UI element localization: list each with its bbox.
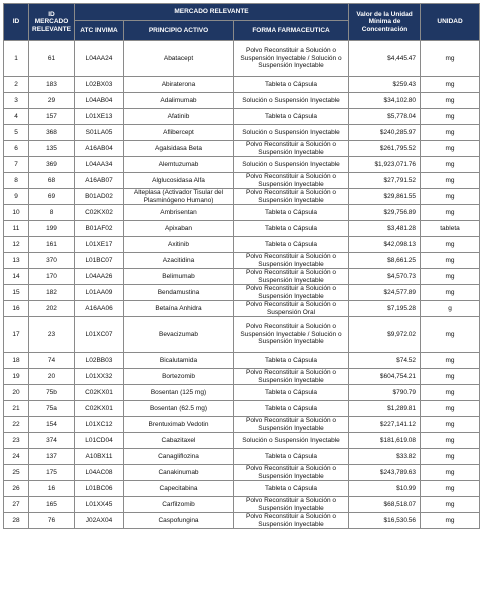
row-id-mercado: 161 (29, 237, 75, 253)
row-principio: Azacitidina (124, 253, 234, 269)
row-id: 18 (4, 353, 29, 369)
row-principio: Afatinib (124, 109, 234, 125)
row-principio: Brentuximab Vedotin (124, 417, 234, 433)
row-id-mercado: 137 (29, 449, 75, 465)
row-forma: Solución o Suspensión Inyectable (234, 125, 349, 141)
row-unidad: mg (421, 237, 480, 253)
row-unidad: mg (421, 173, 480, 189)
row-unidad: mg (421, 41, 480, 77)
row-atc: A16AB04 (75, 141, 124, 157)
row-valor: $261,795.52 (349, 141, 421, 157)
header-atc: ATC INVIMA (75, 21, 124, 41)
row-forma: Polvo Reconstituir a Solución o Suspensión Inyectable (234, 465, 349, 481)
row-forma: Solución o Suspensión Inyectable (234, 433, 349, 449)
table-row (4, 401, 480, 417)
row-valor: $243,789.63 (349, 465, 421, 481)
row-id-mercado: 154 (29, 417, 75, 433)
row-atc: L01XX45 (75, 497, 124, 513)
row-forma: Polvo Reconstituir a Solución o Suspensión Inyectable (234, 141, 349, 157)
table-row (4, 221, 480, 237)
row-id: 5 (4, 125, 29, 141)
row-id-mercado: 8 (29, 205, 75, 221)
table-row (4, 317, 480, 353)
row-unidad: mg (421, 513, 480, 529)
row-unidad: mg (421, 189, 480, 205)
row-valor: $34,102.80 (349, 93, 421, 109)
row-unidad: mg (421, 253, 480, 269)
row-principio: Capecitabina (124, 481, 234, 497)
row-principio: Caspofungina (124, 513, 234, 529)
row-id-mercado: 74 (29, 353, 75, 369)
row-id: 27 (4, 497, 29, 513)
row-id: 23 (4, 433, 29, 449)
row-valor: $42,098.13 (349, 237, 421, 253)
row-principio: Cabazitaxel (124, 433, 234, 449)
row-id: 7 (4, 157, 29, 173)
row-unidad: mg (421, 125, 480, 141)
row-forma: Polvo Reconstituir a Solución o Suspensión Oral (234, 301, 349, 317)
row-id-mercado: 374 (29, 433, 75, 449)
row-valor: $16,530.56 (349, 513, 421, 529)
row-principio: Abiraterona (124, 77, 234, 93)
row-id-mercado: 199 (29, 221, 75, 237)
row-atc: L02BX03 (75, 77, 124, 93)
row-id-mercado: 75b (29, 385, 75, 401)
row-atc: L04AB04 (75, 93, 124, 109)
row-principio: Bosentan (62.5 mg) (124, 401, 234, 417)
row-id: 3 (4, 93, 29, 109)
row-id: 11 (4, 221, 29, 237)
row-id: 8 (4, 173, 29, 189)
row-id: 10 (4, 205, 29, 221)
row-principio: Axitinib (124, 237, 234, 253)
row-unidad: g (421, 301, 480, 317)
row-forma: Tableta o Cápsula (234, 221, 349, 237)
row-atc: L04AA34 (75, 157, 124, 173)
row-valor: $1,289.81 (349, 401, 421, 417)
row-forma: Polvo Reconstituir a Solución o Suspensión Inyectable (234, 253, 349, 269)
row-forma: Polvo Reconstituir a Solución o Suspensión Inyectable / Solución o Suspensión Inyectable (234, 41, 349, 77)
row-unidad: mg (421, 109, 480, 125)
table-row (4, 301, 480, 317)
row-forma: Polvo Reconstituir a Solución o Suspensión Inyectable (234, 189, 349, 205)
row-atc: A16AB07 (75, 173, 124, 189)
table-row (4, 189, 480, 205)
row-id: 9 (4, 189, 29, 205)
row-atc: A16AA06 (75, 301, 124, 317)
row-unidad: mg (421, 417, 480, 433)
row-valor: $33.82 (349, 449, 421, 465)
table-row (4, 157, 480, 173)
row-principio: Ambrisentan (124, 205, 234, 221)
row-unidad: mg (421, 433, 480, 449)
row-valor: $5,778.04 (349, 109, 421, 125)
row-atc: C02KX01 (75, 385, 124, 401)
row-forma: Polvo Reconstituir a Solución o Suspensión Inyectable (234, 513, 349, 529)
row-id-mercado: 368 (29, 125, 75, 141)
row-valor: $790.79 (349, 385, 421, 401)
row-forma: Tableta o Cápsula (234, 353, 349, 369)
row-valor: $10.99 (349, 481, 421, 497)
header-id-mercado: ID MERCADO RELEVANTE (29, 4, 75, 41)
row-id: 4 (4, 109, 29, 125)
table-row (4, 481, 480, 497)
header-id: ID (4, 4, 29, 41)
table-row (4, 369, 480, 385)
table-row (4, 141, 480, 157)
row-id-mercado: 16 (29, 481, 75, 497)
table-row (4, 353, 480, 369)
row-unidad: mg (421, 481, 480, 497)
row-id: 12 (4, 237, 29, 253)
row-id: 16 (4, 301, 29, 317)
table-row (4, 269, 480, 285)
row-id: 26 (4, 481, 29, 497)
row-valor: $24,577.89 (349, 285, 421, 301)
row-id-mercado: 69 (29, 189, 75, 205)
row-forma: Tableta o Cápsula (234, 385, 349, 401)
row-valor: $227,141.12 (349, 417, 421, 433)
row-valor: $27,791.52 (349, 173, 421, 189)
row-unidad: mg (421, 285, 480, 301)
row-unidad: mg (421, 449, 480, 465)
row-id-mercado: 370 (29, 253, 75, 269)
row-valor: $240,285.97 (349, 125, 421, 141)
row-unidad: mg (421, 269, 480, 285)
row-id-mercado: 175 (29, 465, 75, 481)
row-unidad: mg (421, 77, 480, 93)
row-atc: C02KX02 (75, 205, 124, 221)
row-valor: $604,754.21 (349, 369, 421, 385)
header-unidad: UNIDAD (421, 4, 480, 41)
table-row (4, 417, 480, 433)
row-valor: $259.43 (349, 77, 421, 93)
row-id: 25 (4, 465, 29, 481)
row-principio: Bosentan (125 mg) (124, 385, 234, 401)
row-atc: L04AA26 (75, 269, 124, 285)
row-principio: Carfilzomib (124, 497, 234, 513)
row-principio: Betaína Anhidra (124, 301, 234, 317)
row-forma: Polvo Reconstituir a Solución o Suspensión Inyectable (234, 369, 349, 385)
row-atc: J02AX04 (75, 513, 124, 529)
row-principio: Belimumab (124, 269, 234, 285)
table-row (4, 109, 480, 125)
row-forma: Tableta o Cápsula (234, 401, 349, 417)
row-principio: Canakinumab (124, 465, 234, 481)
row-principio: Bendamustina (124, 285, 234, 301)
row-id: 20 (4, 385, 29, 401)
table-row (4, 77, 480, 93)
row-forma: Polvo Reconstituir a Solución o Suspensión Inyectable (234, 269, 349, 285)
row-unidad: mg (421, 385, 480, 401)
table-row (4, 513, 480, 529)
table-row (4, 125, 480, 141)
row-forma: Solución o Suspensión Inyectable (234, 93, 349, 109)
row-forma: Tableta o Cápsula (234, 237, 349, 253)
row-id: 24 (4, 449, 29, 465)
price-table (3, 3, 480, 529)
row-id: 22 (4, 417, 29, 433)
row-atc: L02BB03 (75, 353, 124, 369)
row-id-mercado: 75a (29, 401, 75, 417)
row-unidad: mg (421, 141, 480, 157)
row-principio: Apixaban (124, 221, 234, 237)
table-row (4, 93, 480, 109)
table-row (4, 449, 480, 465)
row-id: 19 (4, 369, 29, 385)
row-unidad: mg (421, 369, 480, 385)
row-principio: Alemtuzumab (124, 157, 234, 173)
row-forma: Polvo Reconstituir a Solución o Suspensión Inyectable (234, 173, 349, 189)
row-atc: L01BC06 (75, 481, 124, 497)
row-id-mercado: 68 (29, 173, 75, 189)
row-valor: $3,481.28 (349, 221, 421, 237)
header-principio: PRINCIPIO ACTIVO (124, 21, 234, 41)
table-header (4, 4, 480, 41)
row-id-mercado: 76 (29, 513, 75, 529)
row-atc: L01BC07 (75, 253, 124, 269)
row-atc: L01XC07 (75, 317, 124, 353)
row-principio: Bicalutamida (124, 353, 234, 369)
header-valor: Valor de la Unidad Mínima de Concentración (349, 4, 421, 41)
row-unidad: mg (421, 497, 480, 513)
row-id-mercado: 29 (29, 93, 75, 109)
row-forma: Polvo Reconstituir a Solución o Suspensión Inyectable (234, 497, 349, 513)
row-forma: Polvo Reconstituir a Solución o Suspensión Inyectable (234, 417, 349, 433)
row-valor: $9,972.02 (349, 317, 421, 353)
row-atc: A10BX11 (75, 449, 124, 465)
row-unidad: mg (421, 401, 480, 417)
row-principio: Bortezomib (124, 369, 234, 385)
row-atc: L01XE17 (75, 237, 124, 253)
row-atc: L01XX32 (75, 369, 124, 385)
row-valor: $29,861.55 (349, 189, 421, 205)
row-atc: L01AA09 (75, 285, 124, 301)
row-id: 15 (4, 285, 29, 301)
row-forma: Polvo Reconstituir a Solución o Suspensión Inyectable (234, 285, 349, 301)
table-row (4, 497, 480, 513)
row-principio: Canagliflozina (124, 449, 234, 465)
row-atc: L01CD04 (75, 433, 124, 449)
row-valor: $4,570.73 (349, 269, 421, 285)
row-id: 14 (4, 269, 29, 285)
row-id-mercado: 183 (29, 77, 75, 93)
row-valor: $8,661.25 (349, 253, 421, 269)
row-id-mercado: 23 (29, 317, 75, 353)
row-id: 6 (4, 141, 29, 157)
table-row (4, 253, 480, 269)
row-unidad: mg (421, 353, 480, 369)
row-unidad: mg (421, 317, 480, 353)
row-principio: Aflibercept (124, 125, 234, 141)
row-forma: Polvo Reconstituir a Solución o Suspensión Inyectable / Solución o Suspensión Inyectable (234, 317, 349, 353)
row-forma: Tableta o Cápsula (234, 449, 349, 465)
table-row (4, 433, 480, 449)
row-id-mercado: 61 (29, 41, 75, 77)
table-row (4, 465, 480, 481)
row-forma: Tableta o Cápsula (234, 481, 349, 497)
row-forma: Tableta o Cápsula (234, 77, 349, 93)
table-row (4, 173, 480, 189)
row-id-mercado: 157 (29, 109, 75, 125)
row-valor: $7,195.28 (349, 301, 421, 317)
row-valor: $29,756.89 (349, 205, 421, 221)
table-row (4, 41, 480, 77)
row-unidad: mg (421, 465, 480, 481)
row-id-mercado: 165 (29, 497, 75, 513)
row-atc: L04AA24 (75, 41, 124, 77)
table-row (4, 205, 480, 221)
row-valor: $74.52 (349, 353, 421, 369)
row-id: 28 (4, 513, 29, 529)
row-unidad: mg (421, 205, 480, 221)
row-atc: B01AD02 (75, 189, 124, 205)
row-valor: $68,518.07 (349, 497, 421, 513)
row-principio: Bevacizumab (124, 317, 234, 353)
row-unidad: mg (421, 157, 480, 173)
row-principio: Adalimumab (124, 93, 234, 109)
row-principio: Abatacept (124, 41, 234, 77)
row-forma: Tableta o Cápsula (234, 109, 349, 125)
row-id: 1 (4, 41, 29, 77)
row-id-mercado: 182 (29, 285, 75, 301)
header-mercado-relevante: MERCADO RELEVANTE (75, 4, 349, 21)
row-valor: $4,445.47 (349, 41, 421, 77)
row-atc: C02KX01 (75, 401, 124, 417)
header-forma: FORMA FARMACEUTICA (234, 21, 349, 41)
table-row (4, 237, 480, 253)
row-id: 17 (4, 317, 29, 353)
row-id-mercado: 20 (29, 369, 75, 385)
row-atc: S01LA05 (75, 125, 124, 141)
row-principio: Alteplasa (Activador Tisular del Plasminógeno Humano) (124, 189, 234, 205)
row-atc: L01XC12 (75, 417, 124, 433)
row-valor: $1,923,071.76 (349, 157, 421, 173)
row-id-mercado: 135 (29, 141, 75, 157)
row-unidad: mg (421, 93, 480, 109)
row-id-mercado: 202 (29, 301, 75, 317)
row-id: 21 (4, 401, 29, 417)
row-principio: Alglucosidasa Alfa (124, 173, 234, 189)
row-id-mercado: 369 (29, 157, 75, 173)
row-principio: Agalsidasa Beta (124, 141, 234, 157)
table-row (4, 385, 480, 401)
row-atc: B01AF02 (75, 221, 124, 237)
row-unidad: tableta (421, 221, 480, 237)
row-forma: Solución o Suspensión Inyectable (234, 157, 349, 173)
row-valor: $181,619.08 (349, 433, 421, 449)
row-atc: L04AC08 (75, 465, 124, 481)
row-id: 2 (4, 77, 29, 93)
row-forma: Tableta o Cápsula (234, 205, 349, 221)
row-atc: L01XE13 (75, 109, 124, 125)
row-id-mercado: 170 (29, 269, 75, 285)
table-row (4, 285, 480, 301)
table-body (4, 41, 480, 529)
row-id: 13 (4, 253, 29, 269)
